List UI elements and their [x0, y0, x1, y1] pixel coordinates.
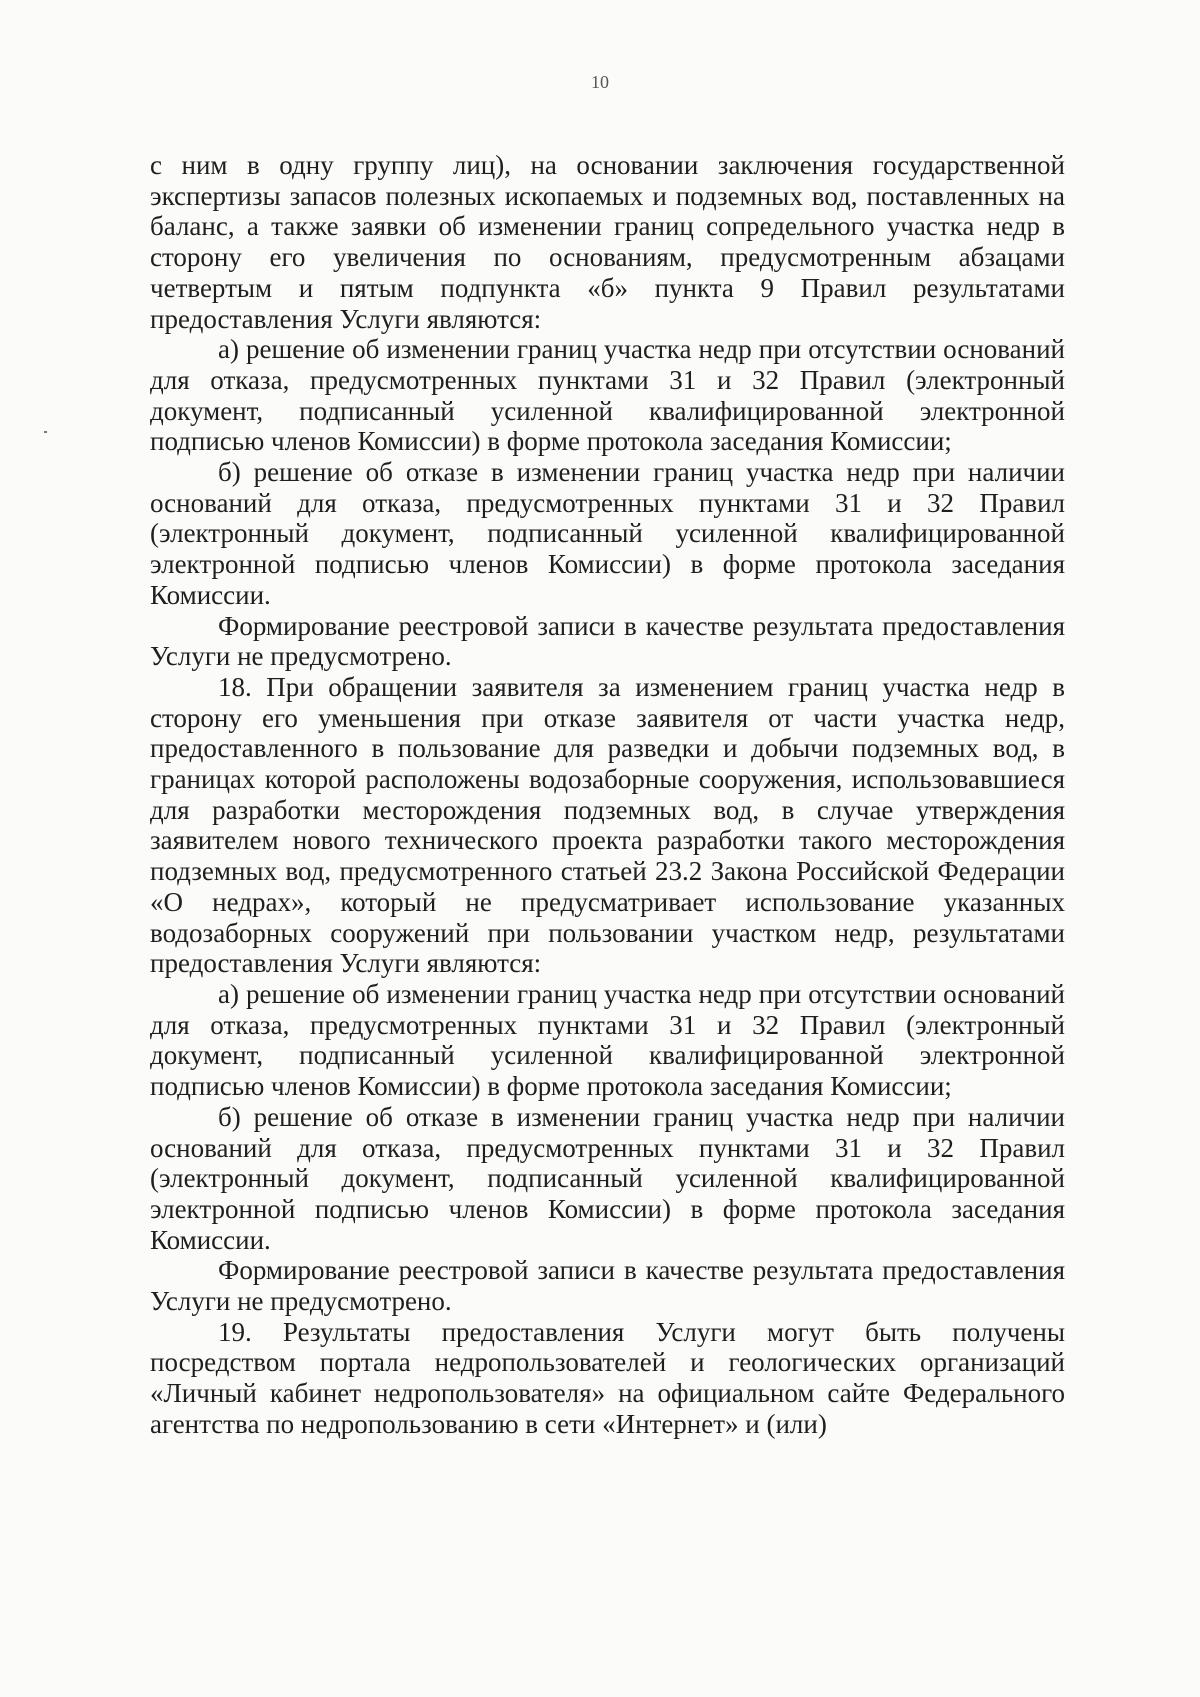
paragraph-item-a: а) решение об изменении границ участка недр при отсутствии оснований для отказа, предусмотренных пунктами 31 и 32 Правил (электронный документ, подписанный усиленной квалифицированной электронной подписью членов Комиссии) в форме протокола заседания Комиссии; [150, 334, 1065, 457]
document-body [150, 150, 1065, 1440]
paragraph-item-b: б) решение об отказе в изменении границ участка недр при наличии оснований для отказа, предусмотренных пунктами 31 и 32 Правил (электронный документ, подписанный усиленной квалифицированной электронной подписью членов Комиссии) в форме протокола заседания Комиссии. [150, 1101, 1065, 1255]
page-number: 10 [591, 72, 609, 92]
paragraph-item-b: б) решение об отказе в изменении границ участка недр при наличии оснований для отказа, предусмотренных пунктами 31 и 32 Правил (электронный документ, подписанный усиленной квалифицированной электронной подписью членов Комиссии) в форме протокола заседания Комиссии. [150, 457, 1065, 610]
paragraph-clause-18: 18. При обращении заявителя за изменением границ участка недр в сторону его уменьшения при отказе заявителя от части участка недр, предоставленного в пользование для разведки и добычи подземных вод, в границах которой расположены водозаборные сооружения, использовавшиеся для разработки месторождения подземных вод, в случае утверждения заявителем нового технического проекта разработки такого месторождения подземных вод, предусмотренного статьей 23.2 Закона Российской Федерации «О недрах», который не предусматривает использование указанных водозаборных сооружений при пользовании участком недр, результатами предоставления Услуги являются: [150, 671, 1065, 979]
paragraph-registry-note: Формирование реестровой записи в качестве результата предоставления Услуги не предусмотрено. [150, 610, 1065, 672]
paragraph-clause-19: 19. Результаты предоставления Услуги могут быть получены посредством портала недропользователей и геологических организаций «Личный кабинет недропользователя» на официальном сайте Федерального агентства по недропользованию в сети «Интернет» и (или) [150, 1316, 1065, 1439]
scan-artifact-mark [44, 431, 47, 433]
paragraph-registry-note: Формирование реестровой записи в качестве результата предоставления Услуги не предусмотрено. [150, 1255, 1065, 1317]
paragraph-item-a: а) решение об изменении границ участка недр при отсутствии оснований для отказа, предусмотренных пунктами 31 и 32 Правил (электронный документ, подписанный усиленной квалифицированной электронной подписью членов Комиссии) в форме протокола заседания Комиссии; [150, 978, 1065, 1102]
paragraph-continuation: с ним в одну группу лиц), на основании заключения государственной экспертизы запасов полезных ископаемых и подземных вод, поставленных на баланс, а также заявки об изменении границ сопредельного участка недр в сторону его увеличения по основаниям, предусмотренным абзацами четвертым и пятым подпункта «б» пункта 9 Правил результатами предоставления Услуги являются: [150, 150, 1065, 334]
